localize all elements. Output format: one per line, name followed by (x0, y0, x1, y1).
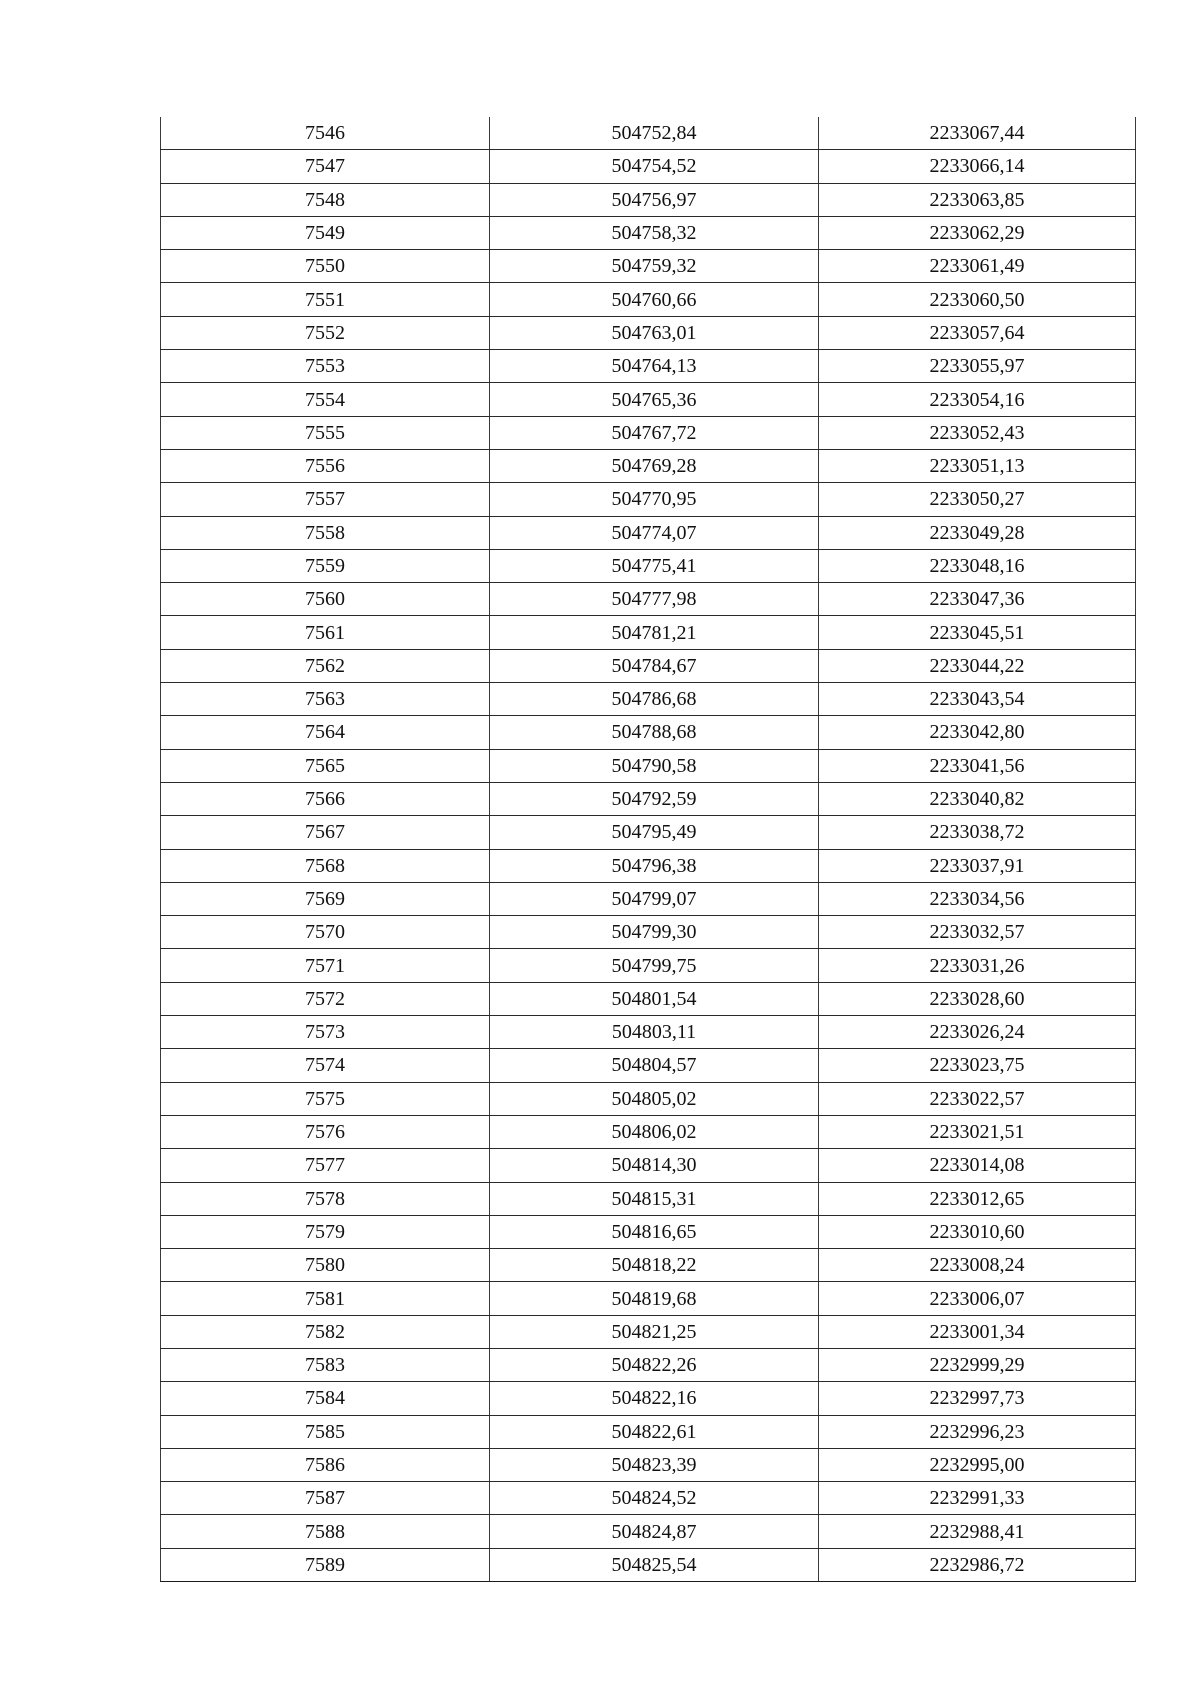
y-coordinate-cell: 2233032,57 (819, 916, 1136, 949)
coordinates-table (160, 117, 1136, 1582)
table-row (161, 1548, 1136, 1581)
y-coordinate-cell: 2233031,26 (819, 949, 1136, 982)
x-coordinate-cell: 504822,16 (490, 1382, 819, 1415)
y-coordinate-cell: 2233052,43 (819, 416, 1136, 449)
x-coordinate-cell: 504754,52 (490, 150, 819, 183)
y-coordinate-cell: 2233008,24 (819, 1249, 1136, 1282)
point-number-cell: 7546 (161, 117, 490, 150)
x-coordinate-cell: 504804,57 (490, 1049, 819, 1082)
point-number-cell: 7556 (161, 449, 490, 482)
table-row (161, 1149, 1136, 1182)
point-number-cell: 7576 (161, 1115, 490, 1148)
x-coordinate-cell: 504815,31 (490, 1182, 819, 1215)
y-coordinate-cell: 2233051,13 (819, 449, 1136, 482)
y-coordinate-cell: 2232996,23 (819, 1415, 1136, 1448)
x-coordinate-cell: 504822,61 (490, 1415, 819, 1448)
point-number-cell: 7553 (161, 350, 490, 383)
table-row (161, 516, 1136, 549)
table-row (161, 1482, 1136, 1515)
x-coordinate-cell: 504822,26 (490, 1348, 819, 1381)
point-number-cell: 7552 (161, 316, 490, 349)
y-coordinate-cell: 2233043,54 (819, 683, 1136, 716)
x-coordinate-cell: 504758,32 (490, 216, 819, 249)
point-number-cell: 7588 (161, 1515, 490, 1548)
point-number-cell: 7558 (161, 516, 490, 549)
point-number-cell: 7572 (161, 982, 490, 1015)
point-number-cell: 7562 (161, 649, 490, 682)
table-row (161, 1315, 1136, 1348)
x-coordinate-cell: 504821,25 (490, 1315, 819, 1348)
point-number-cell: 7581 (161, 1282, 490, 1315)
point-number-cell: 7550 (161, 250, 490, 283)
point-number-cell: 7570 (161, 916, 490, 949)
point-number-cell: 7557 (161, 483, 490, 516)
y-coordinate-cell: 2233047,36 (819, 583, 1136, 616)
y-coordinate-cell: 2233044,22 (819, 649, 1136, 682)
y-coordinate-cell: 2233048,16 (819, 549, 1136, 582)
point-number-cell: 7566 (161, 782, 490, 815)
x-coordinate-cell: 504774,07 (490, 516, 819, 549)
point-number-cell: 7579 (161, 1215, 490, 1248)
x-coordinate-cell: 504824,87 (490, 1515, 819, 1548)
point-number-cell: 7574 (161, 1049, 490, 1082)
x-coordinate-cell: 504803,11 (490, 1016, 819, 1049)
y-coordinate-cell: 2233066,14 (819, 150, 1136, 183)
x-coordinate-cell: 504818,22 (490, 1249, 819, 1282)
table-row (161, 882, 1136, 915)
point-number-cell: 7575 (161, 1082, 490, 1115)
x-coordinate-cell: 504806,02 (490, 1115, 819, 1148)
x-coordinate-cell: 504756,97 (490, 183, 819, 216)
y-coordinate-cell: 2232988,41 (819, 1515, 1136, 1548)
point-number-cell: 7577 (161, 1149, 490, 1182)
y-coordinate-cell: 2233022,57 (819, 1082, 1136, 1115)
y-coordinate-cell: 2233061,49 (819, 250, 1136, 283)
x-coordinate-cell: 504777,98 (490, 583, 819, 616)
x-coordinate-cell: 504801,54 (490, 982, 819, 1015)
y-coordinate-cell: 2233001,34 (819, 1315, 1136, 1348)
y-coordinate-cell: 2233060,50 (819, 283, 1136, 316)
point-number-cell: 7564 (161, 716, 490, 749)
x-coordinate-cell: 504770,95 (490, 483, 819, 516)
table-row (161, 150, 1136, 183)
y-coordinate-cell: 2233010,60 (819, 1215, 1136, 1248)
table-row (161, 383, 1136, 416)
table-row (161, 1115, 1136, 1148)
table-row (161, 749, 1136, 782)
point-number-cell: 7559 (161, 549, 490, 582)
point-number-cell: 7584 (161, 1382, 490, 1415)
point-number-cell: 7561 (161, 616, 490, 649)
point-number-cell: 7586 (161, 1448, 490, 1481)
table-row (161, 1515, 1136, 1548)
x-coordinate-cell: 504799,07 (490, 882, 819, 915)
x-coordinate-cell: 504796,38 (490, 849, 819, 882)
table-row (161, 982, 1136, 1015)
table-row (161, 350, 1136, 383)
table-row (161, 1282, 1136, 1315)
table-row (161, 250, 1136, 283)
y-coordinate-cell: 2233067,44 (819, 117, 1136, 150)
point-number-cell: 7548 (161, 183, 490, 216)
table-row (161, 616, 1136, 649)
y-coordinate-cell: 2233006,07 (819, 1282, 1136, 1315)
table-row (161, 117, 1136, 150)
x-coordinate-cell: 504752,84 (490, 117, 819, 150)
table-row (161, 816, 1136, 849)
y-coordinate-cell: 2233037,91 (819, 849, 1136, 882)
table-row (161, 1016, 1136, 1049)
table-row (161, 949, 1136, 982)
y-coordinate-cell: 2233041,56 (819, 749, 1136, 782)
x-coordinate-cell: 504792,59 (490, 782, 819, 815)
table-row (161, 449, 1136, 482)
coordinates-table-body (161, 117, 1136, 1582)
table-row (161, 649, 1136, 682)
y-coordinate-cell: 2233021,51 (819, 1115, 1136, 1148)
y-coordinate-cell: 2233050,27 (819, 483, 1136, 516)
table-row (161, 549, 1136, 582)
x-coordinate-cell: 504763,01 (490, 316, 819, 349)
y-coordinate-cell: 2233045,51 (819, 616, 1136, 649)
point-number-cell: 7583 (161, 1348, 490, 1381)
table-row (161, 716, 1136, 749)
x-coordinate-cell: 504819,68 (490, 1282, 819, 1315)
x-coordinate-cell: 504790,58 (490, 749, 819, 782)
y-coordinate-cell: 2232991,33 (819, 1482, 1136, 1515)
y-coordinate-cell: 2233055,97 (819, 350, 1136, 383)
table-row (161, 1415, 1136, 1448)
x-coordinate-cell: 504799,30 (490, 916, 819, 949)
table-row (161, 1382, 1136, 1415)
x-coordinate-cell: 504769,28 (490, 449, 819, 482)
y-coordinate-cell: 2233034,56 (819, 882, 1136, 915)
table-row (161, 416, 1136, 449)
table-row (161, 1448, 1136, 1481)
y-coordinate-cell: 2233057,64 (819, 316, 1136, 349)
y-coordinate-cell: 2233028,60 (819, 982, 1136, 1015)
table-row (161, 283, 1136, 316)
point-number-cell: 7549 (161, 216, 490, 249)
y-coordinate-cell: 2233062,29 (819, 216, 1136, 249)
table-row (161, 782, 1136, 815)
y-coordinate-cell: 2233054,16 (819, 383, 1136, 416)
table-row (161, 483, 1136, 516)
x-coordinate-cell: 504786,68 (490, 683, 819, 716)
y-coordinate-cell: 2233023,75 (819, 1049, 1136, 1082)
y-coordinate-cell: 2233040,82 (819, 782, 1136, 815)
point-number-cell: 7589 (161, 1548, 490, 1581)
y-coordinate-cell: 2232995,00 (819, 1448, 1136, 1481)
point-number-cell: 7573 (161, 1016, 490, 1049)
y-coordinate-cell: 2232999,29 (819, 1348, 1136, 1381)
table-row (161, 1182, 1136, 1215)
x-coordinate-cell: 504824,52 (490, 1482, 819, 1515)
x-coordinate-cell: 504795,49 (490, 816, 819, 849)
point-number-cell: 7560 (161, 583, 490, 616)
x-coordinate-cell: 504765,36 (490, 383, 819, 416)
y-coordinate-cell: 2232986,72 (819, 1548, 1136, 1581)
point-number-cell: 7551 (161, 283, 490, 316)
y-coordinate-cell: 2233042,80 (819, 716, 1136, 749)
y-coordinate-cell: 2233014,08 (819, 1149, 1136, 1182)
point-number-cell: 7585 (161, 1415, 490, 1448)
point-number-cell: 7547 (161, 150, 490, 183)
table-row (161, 1049, 1136, 1082)
table-row (161, 183, 1136, 216)
point-number-cell: 7587 (161, 1482, 490, 1515)
point-number-cell: 7569 (161, 882, 490, 915)
x-coordinate-cell: 504767,72 (490, 416, 819, 449)
table-row (161, 683, 1136, 716)
x-coordinate-cell: 504814,30 (490, 1149, 819, 1182)
x-coordinate-cell: 504781,21 (490, 616, 819, 649)
x-coordinate-cell: 504788,68 (490, 716, 819, 749)
y-coordinate-cell: 2233038,72 (819, 816, 1136, 849)
table-row (161, 316, 1136, 349)
x-coordinate-cell: 504799,75 (490, 949, 819, 982)
x-coordinate-cell: 504760,66 (490, 283, 819, 316)
x-coordinate-cell: 504805,02 (490, 1082, 819, 1115)
point-number-cell: 7567 (161, 816, 490, 849)
y-coordinate-cell: 2233012,65 (819, 1182, 1136, 1215)
x-coordinate-cell: 504759,32 (490, 250, 819, 283)
point-number-cell: 7563 (161, 683, 490, 716)
y-coordinate-cell: 2232997,73 (819, 1382, 1136, 1415)
y-coordinate-cell: 2233049,28 (819, 516, 1136, 549)
point-number-cell: 7571 (161, 949, 490, 982)
y-coordinate-cell: 2233026,24 (819, 1016, 1136, 1049)
table-row (161, 1215, 1136, 1248)
table-row (161, 216, 1136, 249)
x-coordinate-cell: 504823,39 (490, 1448, 819, 1481)
table-row (161, 1082, 1136, 1115)
point-number-cell: 7578 (161, 1182, 490, 1215)
y-coordinate-cell: 2233063,85 (819, 183, 1136, 216)
point-number-cell: 7580 (161, 1249, 490, 1282)
table-row (161, 1348, 1136, 1381)
table-row (161, 1249, 1136, 1282)
point-number-cell: 7565 (161, 749, 490, 782)
x-coordinate-cell: 504784,67 (490, 649, 819, 682)
point-number-cell: 7568 (161, 849, 490, 882)
point-number-cell: 7582 (161, 1315, 490, 1348)
x-coordinate-cell: 504825,54 (490, 1548, 819, 1581)
table-row (161, 849, 1136, 882)
table-row (161, 916, 1136, 949)
x-coordinate-cell: 504775,41 (490, 549, 819, 582)
table-row (161, 583, 1136, 616)
x-coordinate-cell: 504764,13 (490, 350, 819, 383)
x-coordinate-cell: 504816,65 (490, 1215, 819, 1248)
point-number-cell: 7555 (161, 416, 490, 449)
point-number-cell: 7554 (161, 383, 490, 416)
